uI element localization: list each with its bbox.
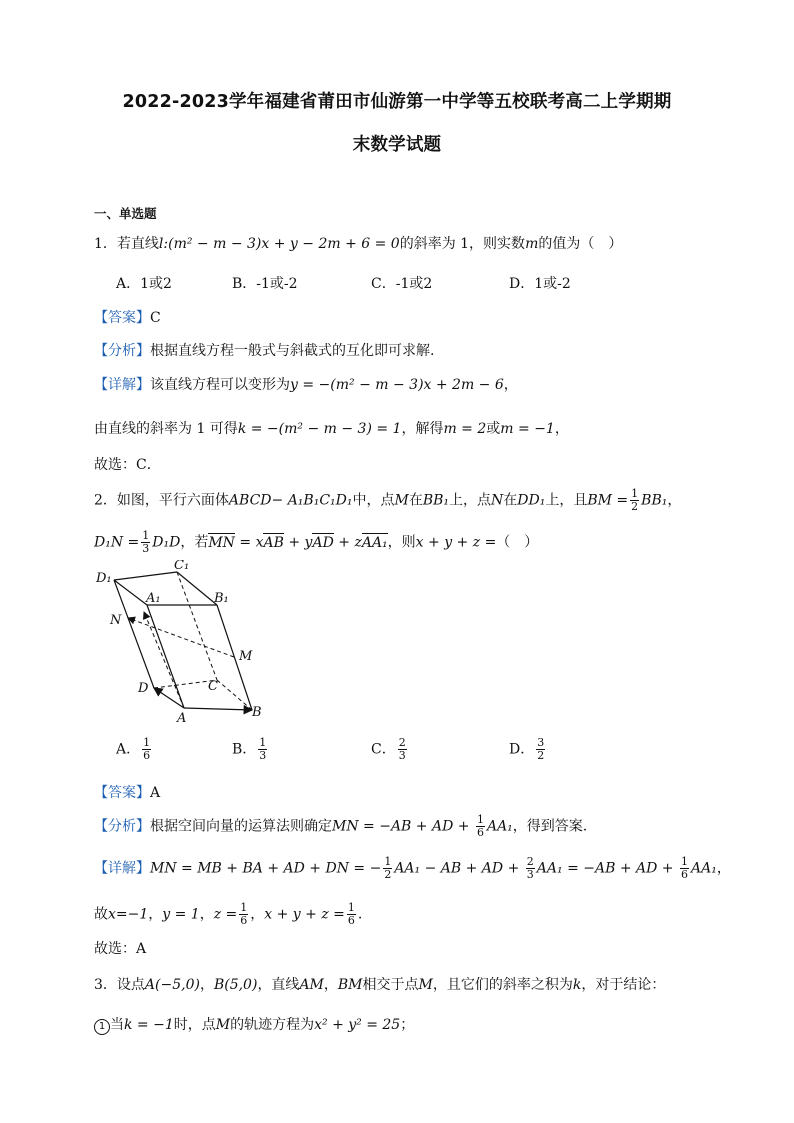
- q1-detail: [94, 374, 518, 394]
- q1-conclusion: 故选：C．: [94, 457, 161, 473]
- q3-point-b: B(5,0): [213, 977, 258, 993]
- q1-option-d: D．1或-2: [509, 276, 571, 292]
- q3-item-text: 当: [110, 1017, 124, 1033]
- fraction: [239, 902, 248, 927]
- q2-text: 在: [408, 492, 423, 509]
- label-d: D: [138, 681, 149, 696]
- q1-stem-suffix: 的值为（ ）: [538, 236, 623, 252]
- q3-text: ，且它们的斜率之积为: [432, 977, 573, 993]
- q3-text: ，: [199, 977, 214, 993]
- q2-detail: [94, 856, 731, 881]
- fraction: [630, 488, 639, 513]
- fraction-num: 1: [240, 901, 248, 914]
- q1-var-m: m: [525, 236, 539, 252]
- q2-analysis: [94, 814, 587, 839]
- fraction: [141, 530, 150, 555]
- q1-stem-mid: 的斜率为 1，则实数: [399, 236, 526, 252]
- q2-l2-end: .: [357, 906, 363, 923]
- detail-tag: 【详解】: [94, 860, 150, 877]
- q2-option-c: [371, 737, 409, 762]
- fraction-den: 6: [476, 826, 484, 839]
- q3-text: ，: [323, 977, 338, 993]
- label-c: C: [208, 679, 218, 694]
- label-d1: D₁: [96, 571, 112, 586]
- q3-text: 3．设点: [94, 977, 145, 993]
- q1-l2-end: ，: [554, 421, 569, 437]
- var-z: z: [354, 534, 362, 551]
- q1-l2-text2: ，解得: [401, 421, 444, 437]
- label-c1: C₁: [174, 560, 190, 573]
- fraction: [536, 737, 545, 762]
- q2-l2-sum: x + y + z =: [264, 906, 345, 923]
- q2-detail-expr: AA₁: [690, 860, 717, 877]
- q2-bm: BM =: [587, 492, 629, 509]
- q2-point-m: M: [394, 492, 409, 509]
- q2-text: ，则: [387, 534, 416, 551]
- q2-bb1: BB₁: [641, 492, 668, 509]
- q1-l2-or: 或: [486, 421, 501, 437]
- q2-l2-text: 故: [94, 906, 108, 923]
- q3-stem: [94, 974, 665, 994]
- q3-line-am: AM: [299, 977, 324, 993]
- q2-answer: [94, 782, 160, 802]
- circled-number-icon: 1: [94, 1019, 110, 1035]
- vector-aa1: AA₁: [361, 534, 388, 551]
- q3-point-a: A(−5,0): [144, 977, 200, 993]
- q2-option-a: [116, 737, 153, 762]
- q3-text: ，对于结论：: [581, 977, 666, 993]
- fraction-den: 2: [631, 500, 639, 513]
- fraction: [526, 856, 535, 881]
- q2-text: 中，点: [352, 492, 395, 509]
- fraction-num: 1: [384, 855, 392, 868]
- q2-option-b: [232, 737, 269, 762]
- q2-sum: x + y + z =: [415, 534, 497, 551]
- q2-detail-expr: AA₁ = −AB + AD +: [536, 860, 678, 877]
- section-heading: 一、单选题: [94, 206, 157, 221]
- q3-item-k: k = −1: [124, 1017, 174, 1033]
- parallelepiped-figure: [92, 560, 272, 728]
- option-letter: A．: [116, 741, 141, 758]
- fraction-num: 1: [476, 813, 484, 826]
- q2-answer-value: A: [150, 785, 161, 801]
- q2-point-n: N: [491, 492, 504, 509]
- q3-item-m: M: [215, 1017, 231, 1033]
- q2-text: 上，点: [449, 492, 492, 509]
- q1-option-b: B．-1或-2: [232, 276, 298, 292]
- q1-detail-text: 该直线方程可以变形为: [150, 377, 290, 393]
- q1-detail-end: ，: [503, 377, 518, 393]
- q2-detail-line2: [94, 902, 362, 927]
- q3-item-end: ；: [400, 1017, 415, 1033]
- q1-analysis-text: 根据直线方程一般式与斜截式的互化即可求解.: [150, 343, 435, 359]
- fraction-den: 3: [398, 749, 406, 762]
- fraction: [383, 856, 392, 881]
- q2-detail-expr: AA₁ − AB + AD +: [394, 860, 524, 877]
- fraction-den: 6: [347, 914, 355, 927]
- label-m: M: [239, 649, 253, 664]
- fraction-num: 2: [526, 855, 534, 868]
- label-a1: A₁: [146, 591, 161, 606]
- fraction-den: 3: [142, 542, 150, 555]
- q1-l2-sol1: m = 2: [443, 421, 487, 437]
- fraction-num: 1: [259, 736, 267, 749]
- var-y: y: [304, 534, 313, 551]
- q2-detail-end: ，: [716, 860, 731, 877]
- q2-d1n: D₁N =: [94, 534, 140, 551]
- label-n: N: [110, 613, 122, 628]
- fraction: [142, 737, 151, 762]
- q2-eq: =: [239, 534, 252, 551]
- q2-text: 上，且: [545, 492, 588, 509]
- q2-option-d: [509, 737, 547, 762]
- fraction-num: 2: [398, 736, 406, 749]
- fraction-num: 1: [631, 487, 639, 500]
- q2-l2-x: x=−1: [108, 906, 149, 923]
- q3-point-m: M: [418, 977, 433, 993]
- q1-answer-value: C: [150, 310, 161, 326]
- q2-solid: ABCD− A₁B₁C₁D₁: [228, 492, 353, 509]
- fraction-num: 3: [537, 736, 545, 749]
- fraction-den: 6: [680, 868, 688, 881]
- vector-ab: AB: [263, 534, 284, 551]
- fraction-num: 1: [142, 529, 150, 542]
- detail-tag: 【详解】: [94, 377, 150, 393]
- label-b: B: [252, 705, 262, 720]
- document-title-line2: 末数学试题: [352, 135, 442, 155]
- fraction-den: 3: [259, 749, 267, 762]
- q2-edge-dd1: DD₁: [517, 492, 546, 509]
- answer-tag: 【答案】: [94, 310, 150, 326]
- q1-line-equation: l:(m² − m − 3)x + y − 2m + 6 = 0: [158, 236, 400, 252]
- option-letter: D．: [509, 741, 535, 758]
- q2-l2-text: ，: [199, 906, 214, 923]
- fraction-den: 6: [240, 914, 248, 927]
- option-letter: B．: [232, 741, 257, 758]
- plus: +: [288, 534, 301, 551]
- fraction-den: 3: [526, 868, 534, 881]
- q3-k: k: [572, 977, 582, 993]
- fraction: [347, 902, 356, 927]
- document-title-line1: 2022-2023学年福建省莆田市仙游第一中学等五校联考高二上学期期: [122, 92, 672, 112]
- fraction-num: 1: [347, 901, 355, 914]
- q1-option-c: C．-1或2: [371, 276, 433, 292]
- q2-text: 在: [503, 492, 518, 509]
- q1-detail-line2: [94, 418, 569, 438]
- q1-answer: [94, 307, 161, 327]
- vector-mn: MN: [208, 534, 235, 551]
- fraction: [476, 814, 485, 839]
- fraction-den: 2: [384, 868, 392, 881]
- q3-item1: [94, 1014, 414, 1035]
- q1-analysis: [94, 340, 434, 360]
- q2-stem-prefix: 2．如图，平行六面体: [94, 492, 229, 509]
- q1-l2-text: 由直线的斜率为 1 可得: [94, 421, 238, 437]
- plus: +: [338, 534, 350, 551]
- q1-l2-sol2: m = −1: [500, 421, 555, 437]
- q2-l2-text: ，: [148, 906, 163, 923]
- q2-text: ，: [667, 492, 682, 509]
- q3-text: 相交于点: [362, 977, 419, 993]
- q3-line-bm: BM: [337, 977, 363, 993]
- q2-l2-text: ，: [250, 906, 265, 923]
- q2-analysis-tail: AA₁: [486, 818, 513, 835]
- q2-detail-expr: MN = MB + BA + AD + DN = −: [150, 860, 382, 877]
- q3-item-text: 时，点: [173, 1017, 216, 1033]
- q3-item-text: 的轨迹方程为: [230, 1017, 315, 1033]
- vector-ad: AD: [312, 534, 334, 551]
- q1-detail-expr: y = −(m² − m − 3)x + 2m − 6: [290, 377, 504, 393]
- q2-d1d: D₁D: [152, 534, 181, 551]
- analysis-tag: 【分析】: [94, 818, 150, 835]
- q2-text: ，若: [180, 534, 209, 551]
- q3-item-equation: x² + y² = 25: [314, 1017, 401, 1033]
- q2-paren: （ ）: [496, 534, 539, 551]
- q1-l2-expr: k = −(m² − m − 3) = 1: [237, 421, 402, 437]
- answer-tag: 【答案】: [94, 785, 150, 801]
- q3-text: ，直线: [257, 977, 300, 993]
- q1-stem: [94, 233, 622, 253]
- q1-option-a: A．1或2: [116, 276, 172, 292]
- fraction: [680, 856, 689, 881]
- q2-l2-z: z =: [213, 906, 238, 923]
- fraction-num: 1: [143, 736, 151, 749]
- var-x: x: [255, 534, 264, 551]
- label-b1: B₁: [214, 591, 229, 606]
- q1-stem-prefix: 1．若直线: [94, 236, 159, 252]
- q2-analysis-expr: MN = −AB + AD +: [332, 818, 474, 835]
- label-a: A: [177, 711, 187, 726]
- option-letter: C．: [371, 741, 396, 758]
- q2-analysis-end: ，得到答案.: [512, 818, 588, 835]
- q2-conclusion: 故选：A: [94, 941, 147, 957]
- q2-l2-y: y = 1: [162, 906, 200, 923]
- fraction: [398, 737, 407, 762]
- fraction-den: 6: [143, 749, 151, 762]
- q2-stem: [94, 488, 681, 513]
- q2-stem-line2: [94, 530, 538, 555]
- fraction: [258, 737, 267, 762]
- analysis-tag: 【分析】: [94, 343, 150, 359]
- q2-analysis-text: 根据空间向量的运算法则确定: [150, 818, 332, 835]
- fraction-num: 1: [680, 855, 688, 868]
- q2-edge-bb1: BB₁: [422, 492, 450, 509]
- fraction-den: 2: [537, 749, 545, 762]
